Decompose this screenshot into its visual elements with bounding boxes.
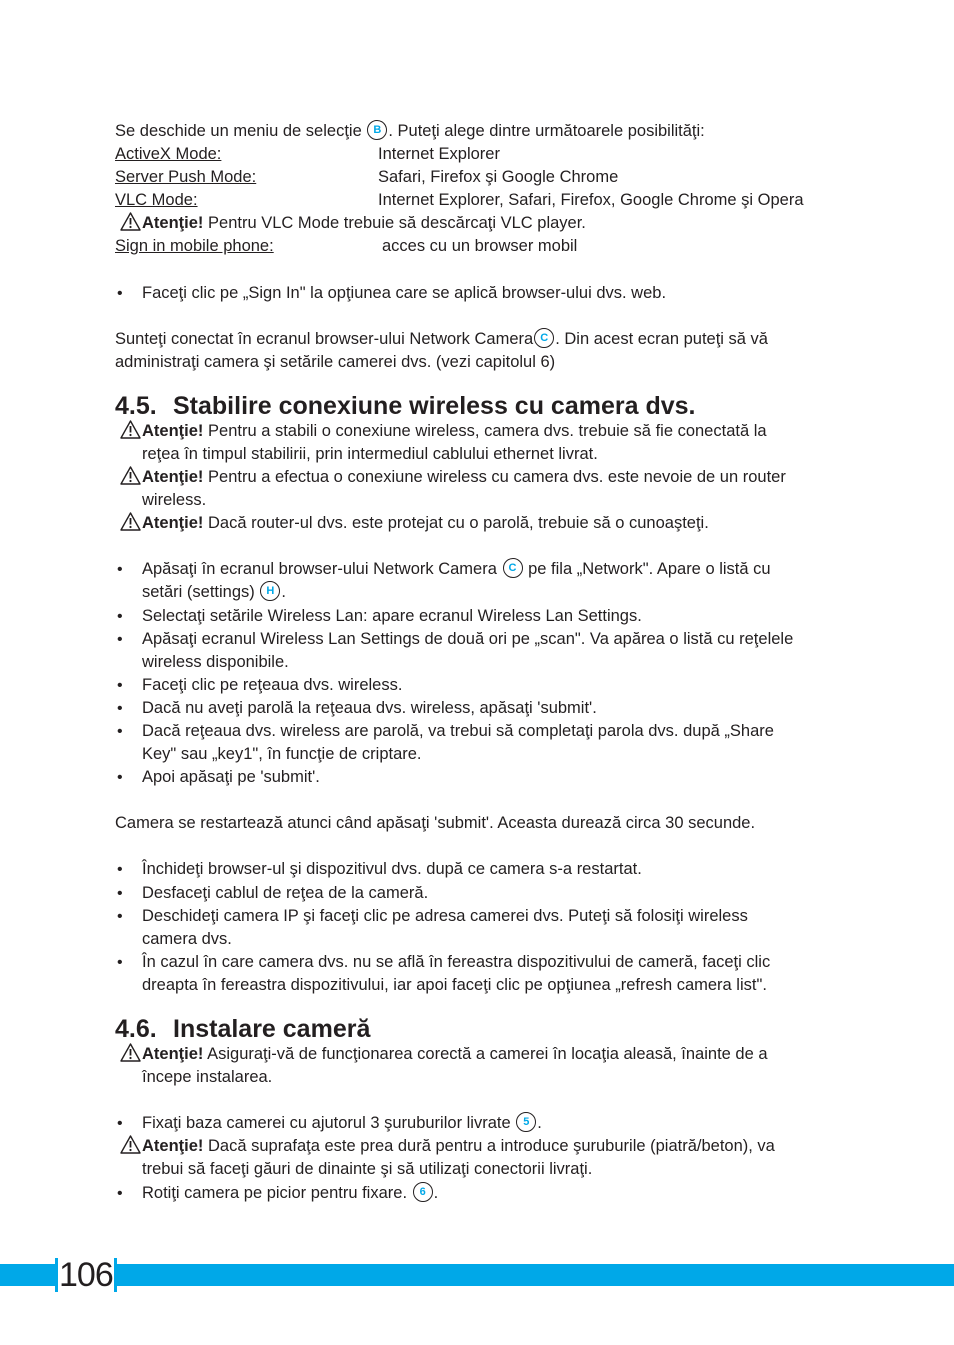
list-item: Închideţi browser-ul şi dispozitivul dvs. după ce camera s-a restartat. <box>142 860 642 878</box>
list-item: Selectaţi setările Wireless Lan: apare ecranul Wireless Lan Settings. <box>142 607 642 625</box>
list-item: Desfaceţi cablul de reţea de la cameră. <box>142 884 429 902</box>
mode-row-server-push: Server Push Mode: Safari, Firefox şi Google Chrome <box>115 168 619 186</box>
warning-triangle-icon <box>120 466 141 485</box>
bullet: • <box>117 631 123 648</box>
warning-text: Atenţie! Dacă router-ul dvs. este protejat cu o parolă, trebuie să o cunoaşteţi. <box>142 514 709 532</box>
list-item: Dacă nu aveţi parolă la reţeaua dvs. wireless, apăsaţi 'submit'. <box>142 699 597 717</box>
marker-6-icon: 6 <box>413 1182 433 1202</box>
list-item: Apăsaţi ecranul Wireless Lan Settings de două ori pe „scan". Va apărea o listă cu reţelele <box>142 630 794 648</box>
marker-c-icon: C <box>534 328 554 348</box>
list-item: Rotiţi camera pe picior pentru fixare. 6 . <box>142 1182 438 1205</box>
list-item: setări (settings) H . <box>142 581 286 604</box>
footer-bar <box>0 1264 954 1286</box>
warning-triangle-icon <box>120 1135 141 1154</box>
list-item: wireless disponibile. <box>142 653 289 671</box>
section-heading-4-6: 4.6. Instalare cameră <box>115 1015 371 1043</box>
intro-line: Se deschide un meniu de selecţie B . Puteţi alege dintre următoarele posibilităţi: <box>115 120 705 143</box>
warning-text: Atenţie! Pentru a stabili o conexiune wireless, camera dvs. trebuie să fie conectată la <box>142 422 767 440</box>
list-item: Faceţi clic pe reţeaua dvs. wireless. <box>142 676 403 694</box>
warning-text: trebui să faceţi găuri de dinainte şi să utilizaţi conectorii livraţi. <box>142 1160 593 1178</box>
bullet: • <box>117 608 123 625</box>
warning-triangle-icon <box>120 512 141 531</box>
warning-triangle-icon <box>120 212 141 231</box>
warning-text: reţea în timpul stabilirii, prin intermediul cablului ethernet livrat. <box>142 445 598 463</box>
list-item: Dacă reţeaua dvs. wireless are parolă, va trebui să completaţi parola dvs. după „Share <box>142 722 774 740</box>
bullet: • <box>117 723 123 740</box>
bullet: • <box>117 700 123 717</box>
signin-bullet: Faceţi clic pe „Sign In" la opţiunea care se aplică browser-ului dvs. web. <box>142 284 667 302</box>
list-item: Fixaţi baza camerei cu ajutorul 3 şuruburilor livrate 5 . <box>142 1112 542 1135</box>
list-item: camera dvs. <box>142 930 232 948</box>
warning-triangle-icon <box>120 420 141 439</box>
bullet: • <box>117 861 123 878</box>
bullet: • <box>117 677 123 694</box>
mode-row-mobile: Sign in mobile phone: acces cu un browser mobil <box>115 237 578 255</box>
list-item: Apăsaţi în ecranul browser-ului Network Camera C pe fila „Network". Apare o listă cu <box>142 558 771 581</box>
list-item: Deschideţi camera IP şi faceţi clic pe adresa camerei dvs. Puteţi să folosiţi wireless <box>142 907 748 925</box>
connected-line-2: administraţi camera şi setările camerei dvs. (vezi capitolul 6) <box>115 353 556 371</box>
section-heading-4-5: 4.5. Stabilire conexiune wireless cu camera dvs. <box>115 392 696 420</box>
list-item: dreapta în fereastra dispozitivului, iar apoi faceţi clic pe opţiunea „refresh camera list". <box>142 976 767 994</box>
bullet: • <box>117 561 123 578</box>
connected-line-1: Sunteţi conectat în ecranul browser-ului Network Camera C . Din acest ecran puteţi să vă <box>115 328 768 351</box>
mode-row-vlc: VLC Mode: Internet Explorer, Safari, Firefox, Google Chrome şi Opera <box>115 191 804 209</box>
marker-c-icon: C <box>503 558 523 578</box>
bullet: • <box>117 285 123 302</box>
warning-text: wireless. <box>142 491 207 509</box>
bullet: • <box>117 1115 123 1132</box>
warning-text: Atenţie! Pentru a efectua o conexiune wireless cu camera dvs. este nevoie de un router <box>142 468 786 486</box>
page-number: 106 <box>59 1256 113 1294</box>
warning-text: începe instalarea. <box>142 1068 273 1086</box>
bullet: • <box>117 954 123 971</box>
vlc-warning: Atenţie! Pentru VLC Mode trebuie să descărcaţi VLC player. <box>142 214 586 232</box>
mode-row-activex: ActiveX Mode: Internet Explorer <box>115 145 500 163</box>
warning-triangle-icon <box>120 1043 141 1062</box>
marker-5-icon: 5 <box>516 1112 536 1132</box>
bullet: • <box>117 908 123 925</box>
warning-text: Atenţie! Asiguraţi-vă de funcţionarea corectă a camerei în locaţia aleasă, înainte de a <box>142 1045 768 1063</box>
bullet: • <box>117 885 123 902</box>
bullet: • <box>117 769 123 786</box>
warning-text: Atenţie! Dacă suprafaţa este prea dură pentru a introduce şuruburile (piatră/beton), va <box>142 1137 775 1155</box>
bullet: • <box>117 1185 123 1202</box>
marker-b-icon: B <box>367 120 387 140</box>
list-item: Key" sau „key1", în funcţie de criptare. <box>142 745 422 763</box>
marker-h-icon: H <box>260 581 280 601</box>
list-item: În cazul în care camera dvs. nu se află în fereastra dispozitivului de cameră, faceţi clic <box>142 953 771 971</box>
restart-note: Camera se restartează atunci când apăsaţi 'submit'. Aceasta durează circa 30 secunde. <box>115 814 756 832</box>
list-item: Apoi apăsaţi pe 'submit'. <box>142 768 320 786</box>
